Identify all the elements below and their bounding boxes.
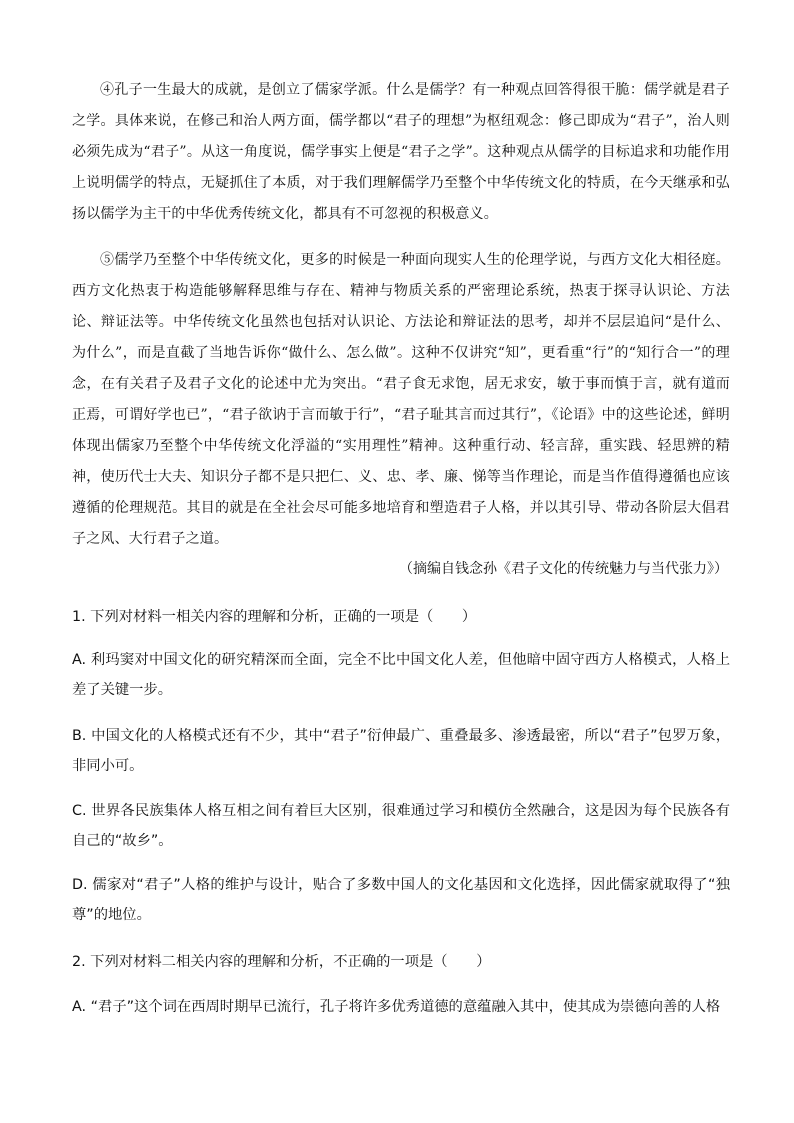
passage-paragraph-4: ④孔子一生最大的成就，是创立了儒家学派。什么是儒学？有一种观点回答得很干脆：儒学就是君子之学。具体来说，在修己和治人两方面，儒学都以“君子的理想”为枢纽观念：修己即成为“君子”，治人则必须先成为“君子”。从这一角度说，儒学事实上便是“君子之学”。这种观点从儒学的目标追求和功能作用上说明儒学的特点，无疑抓住了本质，对于我们理解儒学乃至整个中华传统文化的特质，在今天继承和弘扬以儒学为主干的中华优秀传统文化，都具有不可忽视的积极意义。 [72,82,730,222]
question-1-stem: 1. 下列对材料一相关内容的理解和分析，正确的一项是（ ） [72,609,477,625]
passage-paragraph-5: ⑤儒学乃至整个中华传统文化，更多的时候是一种面向现实人生的伦理学说，与西方文化大相径庭。西方文化热衷于构造能够解释思维与存在、精神与物质关系的严密理论系统，热衷于探寻认识论、方法论、辩证法等。中华传统文化虽然也包括对认识论、方法论和辩证法的思考，却并不层层追问“是什么、为什么”，而是直截了当地告诉你“做什么、怎么做”。这种不仅讲究“知”，更看重“行”的“知行合一”的理念，在有关君子及君子文化的论述中尤为突出。“君子食无求饱，居无求安，敏于事而慎于言，就有道而正焉，可谓好学也已”，“君子欲讷于言而敏于行”，“君子耻其言而过其行”，《论语》中的这些论述，鲜明体现出儒家乃至整个中华传统文化浮溢的“实用理性”精神。这种重行动、轻言辞，重实践、轻思辨的精神，使历代士大夫、知识分子都不是只把仁、义、忠、孝、廉、悌等当作理论，而是当作值得遵循也应该遵循的伦理规范。其目的就是在全社会尽可能多地培育和塑造君子人格，并以其引导、带动各阶层大倡君子之风、大行君子之道。 [72,252,730,547]
question-1-option-c: C. 世界各民族集体人格互相之间有着巨大区别，很难通过学习和模仿全然融合，这是因为每个民族各有自己的“故乡”。 [72,803,730,849]
question-1-option-b: B. 中国文化的人格模式还有不少，其中“君子”衍伸最广、重叠最多、渗透最密，所以“君子”包罗万象，非同小可。 [72,728,730,774]
source-citation: （摘编自钱念孙《君子文化的传统魅力与当代张力》） [399,561,728,577]
question-2-stem: 2. 下列对材料二相关内容的理解和分析，不正确的一项是（ ） [72,954,491,970]
question-2-option-a: A. “君子”这个词在西周时期早已流行，孔子将许多优秀道德的意蕴融入其中，使其成为崇德向善的人格 [72,999,721,1015]
question-1-option-d: D. 儒家对“君子”人格的维护与设计，贴合了多数中国人的文化基因和文化选择，因此儒家就取得了“独尊”的地位。 [72,877,730,923]
question-1-option-a: A. 利玛窦对中国文化的研究精深而全面，完全不比中国文化人差，但他暗中固守西方人格模式，人格上差了关键一步。 [72,652,730,698]
